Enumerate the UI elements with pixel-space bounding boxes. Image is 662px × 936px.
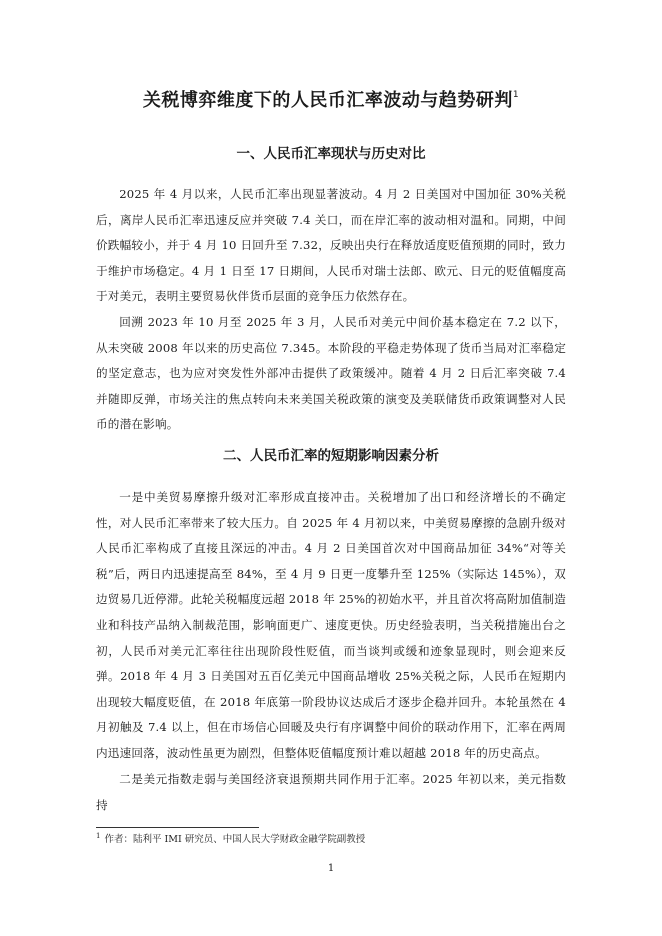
footnote: [96, 831, 365, 845]
section-heading-1: 一、人民币汇率现状与历史对比: [236, 146, 426, 162]
paragraph: 一是中美贸易摩擦升级对汇率形成直接冲击。关税增加了出口和经济增长的不确定性，对人民币汇率带来了较大压力。自 2025 年 4 月初以来，中美贸易摩擦的急剧升级对人民币汇率构成了直接且深远的冲击。4 月 2 日美国首次对中国商品加征 34%“对等关税”后，两日内迅速提高至 84%，至 4 月 9 日更一度攀升至 125%（实际达 145%），双边贸易几近停滞。此轮关税幅度远超 2018 年 25%的初始水平，并且首次将高附加值制造业和科技产品纳入制裁范围，影响面更广、速度更快。历史经验表明，当关税措施出台之初，人民币对美元汇率往往出现阶段性贬值，而当谈判或缓和迹象显现时，则会迎来反弹。2018 年 4 月 3 日美国对五百亿美元中国商品增收 25%关税之际，人民币在短期内出现较大幅度贬值，在 2018 年底第一阶段协议达成后才逐步企稳并回升。本轮虽然在 4 月初触及 7.4 以上，但在市场信心回暖及央行有序调整中间价的联动作用下，汇率在两周内迅速回落，波动性虽更为剧烈，但整体贬值幅度预计难以超越 2018 年的历史高点。: [96, 490, 566, 760]
footnote-divider: [96, 827, 259, 828]
footnote-mark: 1: [96, 832, 101, 840]
footnote-text: 作者：陆利平 IMI 研究员、中国人民大学财政金融学院副教授: [104, 834, 366, 845]
page-number: 1: [327, 863, 335, 874]
title-footnote-mark: 1: [512, 90, 520, 100]
paragraph: 二是美元指数走弱与美国经济衰退预期共同作用于汇率。2025 年初以来，美元指数持: [96, 772, 566, 812]
section-heading-2: 二、人民币汇率的短期影响因素分析: [223, 448, 439, 464]
document-title: [0, 86, 662, 112]
title-text: 关税博弈维度下的人民币汇率波动与趋势研判: [142, 90, 513, 111]
paragraph: 回溯 2023 年 10 月至 2025 年 3 月，人民币对美元中间价基本稳定在 7.2 以下，从未突破 2008 年以来的历史高位 7.345。本阶段的平稳走势体现了货币当局对汇率稳定的坚定意志，也为应对突发性外部冲击提供了政策缓冲。随着 4 月 2 日后汇率突破 7.4 并随即反弹，市场关注的焦点转向未来美国关税政策的演变及美联储货币政策调整对人民币的潜在影响。: [96, 315, 566, 432]
paragraph: 2025 年 4 月以来，人民币汇率出现显著波动。4 月 2 日美国对中国加征 30%关税后，离岸人民币汇率迅速反应并突破 7.4 关口，而在岸汇率的波动相对温和。同期，中间价跌幅较小，并于 4 月 10 日回升至 7.32，反映出央行在释放适度贬值预期的同时，致力于维护市场稳定。4 月 1 日至 17 日期间，人民币对瑞士法郎、欧元、日元的贬值幅度高于对美元，表明主要贸易伙伴货币层面的竞争压力依然存在。: [96, 187, 566, 304]
